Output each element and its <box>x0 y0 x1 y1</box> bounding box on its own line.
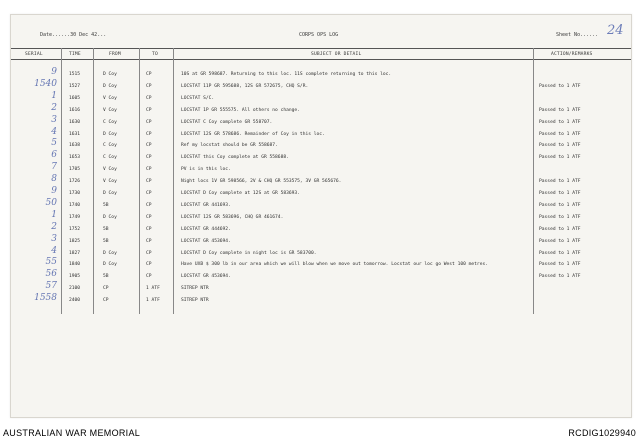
serial-number: 2 <box>51 221 57 232</box>
date-label: Date......30 Dec 42... <box>40 32 107 38</box>
time-cell: 1515 <box>69 72 81 77</box>
detail-cell: LOCSTAT 12S GR 583696, CHQ GR 461674. <box>181 214 284 220</box>
to-cell: CP <box>146 155 152 161</box>
time-cell: 2100 <box>69 286 81 292</box>
serial-number: 1 <box>51 90 57 101</box>
table-row <box>11 90 631 105</box>
time-cell: 1740 <box>69 202 81 208</box>
detail-cell: Have UXB $ 300 lb in our area which we will blow when we move out tomorrow. Locstat our loc go West 100 metres. <box>181 262 488 268</box>
time-cell: 1730 <box>69 191 81 196</box>
detail-cell: LOCSTAT GR 441693. <box>181 202 231 208</box>
time-cell: 1527 <box>69 83 81 89</box>
serial-number: 8 <box>51 174 57 185</box>
time-cell: 1726 <box>69 179 81 185</box>
column-header-from: FROM <box>109 52 121 57</box>
serial-number: 1540 <box>34 78 57 89</box>
from-cell: V Coy <box>103 107 117 113</box>
action-cell: Passed to 1 ATF <box>539 179 581 185</box>
to-cell: CP <box>146 167 152 173</box>
serial-number: 3 <box>51 114 57 125</box>
serial-number: 50 <box>45 197 57 208</box>
to-cell: CP <box>146 119 152 125</box>
action-cell: Passed to 1 ATF <box>539 191 581 196</box>
from-cell: C Coy <box>103 155 117 161</box>
action-cell: Passed to 1 ATF <box>539 238 581 244</box>
table-row <box>11 245 631 260</box>
to-cell: CP <box>146 214 152 220</box>
time-cell: 1827 <box>69 250 81 256</box>
serial-number: 1558 <box>34 293 57 304</box>
from-cell: C Coy <box>103 143 117 149</box>
to-cell: CP <box>146 274 152 280</box>
from-cell: D Coy <box>103 83 117 89</box>
action-cell: Passed to 1 ATF <box>539 226 581 232</box>
from-cell: D Coy <box>103 250 117 256</box>
table-row <box>11 140 631 152</box>
to-cell: CP <box>146 95 152 101</box>
detail-cell: Night locs 1V GR 598566, 2V & CHQ GR 553575, 3V GR 565676. <box>181 179 342 185</box>
from-cell: D Coy <box>103 131 117 137</box>
action-cell: Passed to 1 ATF <box>539 214 581 220</box>
serial-number: 9 <box>51 67 57 77</box>
time-cell: 1705 <box>69 167 81 173</box>
from-cell: D Coy <box>103 72 117 77</box>
to-cell: 1 ATF <box>146 286 160 292</box>
footer-record-id: RCDIG1029940 <box>568 428 636 438</box>
serial-number: 4 <box>51 126 57 137</box>
serial-number: 9 <box>51 186 57 196</box>
time-cell: 1825 <box>69 238 81 244</box>
detail-cell: Ref my locstat should be GR 558687. <box>181 143 278 149</box>
serial-number: 1 <box>51 209 57 220</box>
column-header-time: TIME <box>69 52 81 57</box>
to-cell: CP <box>146 202 152 208</box>
sheet-number: 24 <box>607 23 624 38</box>
from-cell: D Coy <box>103 262 117 268</box>
serial-number: 3 <box>51 233 57 244</box>
to-cell: CP <box>146 262 152 268</box>
time-cell: 1653 <box>69 155 81 161</box>
detail-cell: LOCSTAT GR 453694. <box>181 274 231 280</box>
action-cell: Passed to 1 ATF <box>539 250 581 256</box>
action-cell: Passed to 1 ATF <box>539 202 581 208</box>
table-row <box>11 221 631 236</box>
footer-archive-name: AUSTRALIAN WAR MEMORIAL <box>3 428 141 438</box>
detail-cell: LOCSTAT D Coy complete at 12S at GR 583693. <box>181 191 300 196</box>
to-cell: CP <box>146 191 152 196</box>
header-bottom-rule <box>11 59 631 60</box>
from-cell: C Coy <box>103 119 117 125</box>
to-cell: 1 ATF <box>146 298 160 304</box>
table-row <box>11 188 631 200</box>
from-cell: D Coy <box>103 214 117 220</box>
table-row <box>11 126 631 141</box>
serial-number: 5 <box>51 138 57 149</box>
time-cell: 1905 <box>69 274 81 280</box>
column-header-action: ACTION/REMARKS <box>551 52 593 57</box>
from-cell: 5B <box>103 202 109 208</box>
column-header-serial: SERIAL <box>25 52 43 57</box>
action-cell: Passed to 1 ATF <box>539 107 581 113</box>
from-cell: V Coy <box>103 179 117 185</box>
to-cell: CP <box>146 131 152 137</box>
log-sheet <box>10 14 632 418</box>
detail-cell: LOCSTAT 1P GR 555575. All others no change. <box>181 107 300 113</box>
table-row <box>11 176 631 188</box>
from-cell: CP <box>103 298 109 304</box>
time-cell: 1638 <box>69 143 81 149</box>
from-cell: 5B <box>103 274 109 280</box>
table-row <box>11 152 631 164</box>
serial-number: 4 <box>51 245 57 256</box>
time-cell: 1840 <box>69 262 81 268</box>
table-row <box>11 197 631 212</box>
to-cell: CP <box>146 83 152 89</box>
action-cell: Passed to 1 ATF <box>539 131 581 137</box>
to-cell: CP <box>146 72 152 77</box>
to-cell: CP <box>146 179 152 185</box>
header-top-rule <box>11 48 631 49</box>
table-row <box>11 164 631 176</box>
action-cell: Passed to 1 ATF <box>539 83 581 89</box>
table-row <box>11 114 631 129</box>
detail-cell: LOCSTAT GR 453694. <box>181 238 231 244</box>
time-cell: 1631 <box>69 131 81 137</box>
detail-cell: LOCSTAT D Coy complete in night loc is GR 583700. <box>181 250 317 256</box>
log-title: CORPS OPS LOG <box>299 32 339 38</box>
time-cell: 1630 <box>69 119 81 125</box>
serial-number: 2 <box>51 102 57 113</box>
detail-cell: PV is in this loc. <box>181 167 231 173</box>
table-row <box>11 295 631 307</box>
time-cell: 1616 <box>69 107 81 113</box>
serial-number: 57 <box>45 281 57 292</box>
detail-cell: LOCSTAT GR 444692. <box>181 226 231 232</box>
time-cell: 2400 <box>69 298 81 304</box>
to-cell: CP <box>146 250 152 256</box>
from-cell: V Coy <box>103 95 117 101</box>
detail-cell: LOCSTAT 11P GR 595688, 12S GR 572675, CHQ S/R. <box>181 83 309 89</box>
table-row <box>11 209 631 224</box>
action-cell: Passed to 1 ATF <box>539 274 581 280</box>
from-cell: V Coy <box>103 167 117 173</box>
table-row <box>11 283 631 295</box>
action-cell: Passed to 1 ATF <box>539 262 581 268</box>
to-cell: CP <box>146 107 152 113</box>
detail-cell: LOCSTAT S/C. <box>181 95 215 101</box>
serial-number: 7 <box>51 162 57 173</box>
action-cell: Passed to 1 ATF <box>539 155 581 161</box>
detail-cell: LOCSTAT 12S GR 578686. Remainder of Coy in this loc. <box>181 131 325 137</box>
from-cell: 5B <box>103 238 109 244</box>
table-row <box>11 102 631 117</box>
column-header-to: TO <box>152 52 158 57</box>
from-cell: D Coy <box>103 191 117 196</box>
column-header-subject: SUBJECT OR DETAIL <box>311 52 362 57</box>
detail-cell: SITREP NTR <box>181 298 209 304</box>
detail-cell: LOCSTAT this Coy complete at GR 558688. <box>181 155 289 161</box>
serial-number: 56 <box>45 269 57 280</box>
from-cell: CP <box>103 286 109 292</box>
action-cell: Passed to 1 ATF <box>539 119 581 125</box>
table-row <box>11 271 631 283</box>
to-cell: CP <box>146 238 152 244</box>
time-cell: 1749 <box>69 214 81 220</box>
action-cell: Passed to 1 ATF <box>539 143 581 149</box>
table-row <box>11 69 631 81</box>
to-cell: CP <box>146 226 152 232</box>
table-row <box>11 233 631 248</box>
time-cell: 1605 <box>69 95 81 101</box>
table-row <box>11 259 631 271</box>
detail-cell: SITREP NTR <box>181 286 209 292</box>
detail-cell: 10S at GR 598687. Returning to this loc. 11S complete returning to this loc. <box>181 72 392 77</box>
serial-number: 55 <box>45 257 57 268</box>
from-cell: 5B <box>103 226 109 232</box>
table-row <box>11 78 631 93</box>
sheet-number-label: Sheet No...... <box>556 32 599 38</box>
detail-cell: LOCSTAT C Coy complete GR 558707. <box>181 119 273 125</box>
to-cell: CP <box>146 143 152 149</box>
time-cell: 1752 <box>69 226 81 232</box>
serial-number: 6 <box>51 150 57 161</box>
